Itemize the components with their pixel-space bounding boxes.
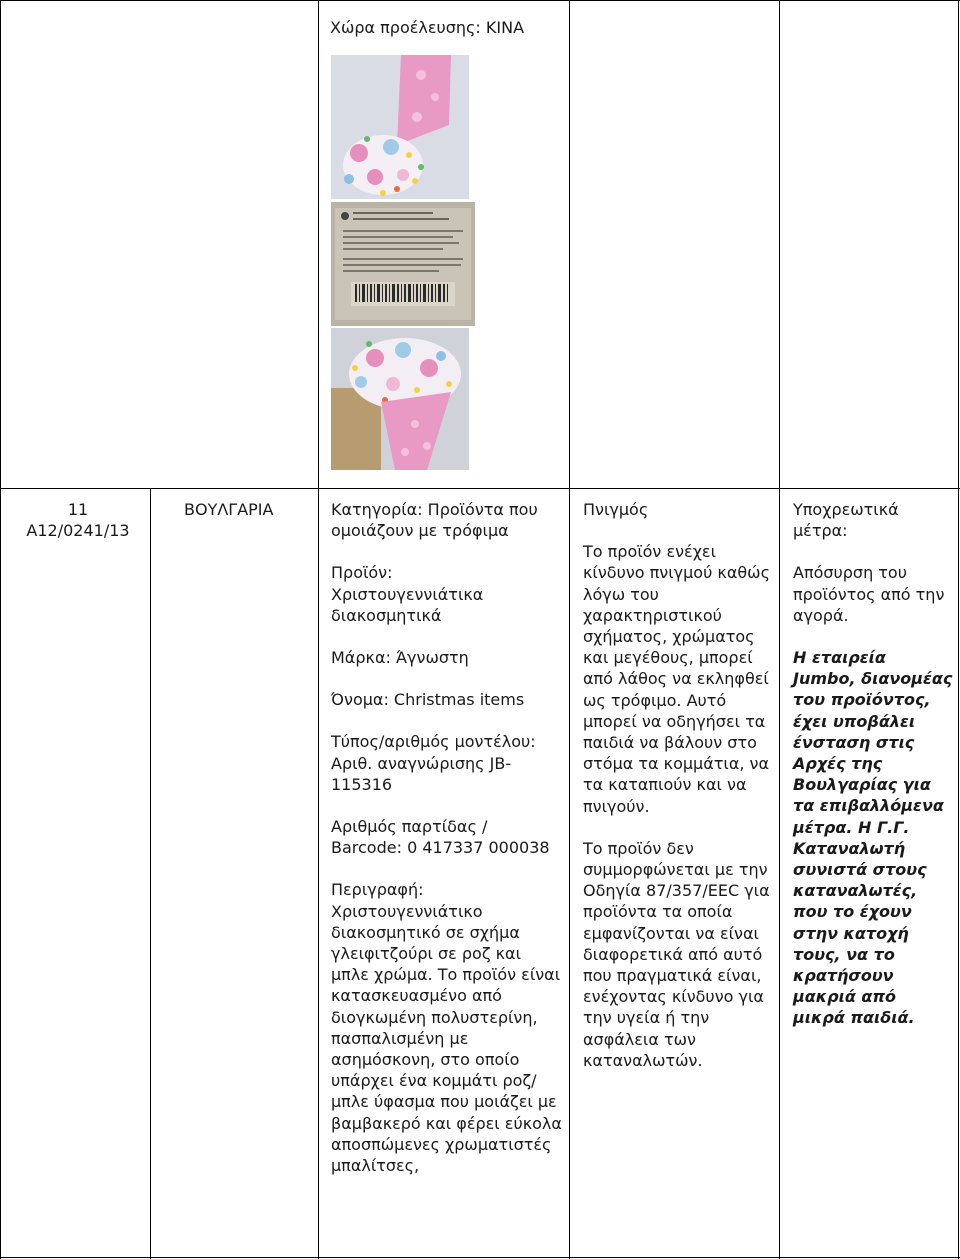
column-divider-3 xyxy=(318,0,319,1259)
product-photo-side xyxy=(331,328,469,470)
product-photo-front xyxy=(331,55,469,199)
risk-directive: Το προϊόν δεν συμμορφώνεται με την Οδηγία 87/357/ΕΕC για προϊόντα τα οποία εμφανίζονται να είναι διαφορετικά από αυτό που πραγματικά είναι, ενέχοντας κίνδυνο για την υγεία ή την ασφάλεια των καταναλωτών. xyxy=(583,838,770,1070)
measures-details xyxy=(793,499,953,1029)
table-border-left xyxy=(0,0,1,1259)
measures-label: Υποχρεωτικά μέτρα: xyxy=(793,500,899,541)
risk-type: Πνιγμός xyxy=(583,500,649,519)
product-category: Κατηγορία: Προϊόντα που ομοιάζουν με τρόφιμα xyxy=(331,500,538,541)
description-label: Περιγραφή: xyxy=(331,880,424,900)
row-number xyxy=(16,499,140,541)
product-item-name: Όνομα: Christmas items xyxy=(331,690,525,710)
table-border-bottom xyxy=(0,1257,960,1258)
product-label-photo xyxy=(331,202,475,326)
country-cell: ΒΟΥΛΓΑΡΙΑ xyxy=(184,500,274,519)
row-divider xyxy=(0,488,960,489)
column-divider-5 xyxy=(779,0,780,1259)
product-details xyxy=(331,499,563,1176)
measures-text: Απόσυρση του προϊόντος από την αγορά. xyxy=(793,563,945,625)
table-border-right xyxy=(958,0,959,1259)
row-reference: A12/0241/13 xyxy=(26,521,130,541)
column-divider-1 xyxy=(150,488,151,1259)
table-border-top-upper xyxy=(0,0,960,1)
product-model: Τύπος/αριθμός μοντέλου: Αριθ. αναγνώρισης JB-115316 xyxy=(331,732,536,794)
product-barcode: Αριθμός παρτίδας / Barcode: 0 417337 000038 xyxy=(331,817,550,858)
column-divider-4 xyxy=(569,0,570,1259)
product-brand: Μάρκα: Άγνωστη xyxy=(331,648,469,668)
product-description: Χριστουγεννιάτικο διακοσμητικό σε σχήμα γλειφιτζούρι σε ροζ και μπλε χρώμα. Το προϊόν είναι κατασκευασμένο από διογκωμένη πολυστερίνη, πασπαλισμένη με ασημόσκονη, στο οποίο υπάρχει ένα κομμάτι ροζ/μπλε ύφασμα που μοιάζει με βαμβακερό και φέρει εύκολα αποσπώμενες χρωματιστές μπαλίτσες, xyxy=(331,901,562,1176)
origin-country: Χώρα προέλευσης: ΚΙΝΑ xyxy=(330,18,525,37)
measures-note: Η εταιρεία Jumbo, διανομέας του προϊόντος, έχει υποβάλει ένσταση στις Αρχές της Βουλγαρίας για τα επιβαλλόμενα μέτρα. Η Γ.Γ. Καταναλωτή συνιστά στους καταναλωτές, που το έχουν στην κατοχή τους, να το κρατήσουν μακριά από μικρά παιδιά. xyxy=(793,648,953,1028)
risk-description: Το προϊόν ενέχει κίνδυνο πνιγμού καθώς λόγω του χαρακτηριστικού σχήματος, χρώματος και μεγέθους, μπορεί από λάθος να εκληφθεί ως τρόφιμο. Αυτό μπορεί να οδηγήσει τα παιδιά να βάλουν στο στόμα τα κομμάτια, να τα καταπιούν και να πνιγούν. xyxy=(583,542,770,816)
risk-details xyxy=(583,499,773,1071)
product-label: Προϊόν: xyxy=(331,563,393,583)
row-index: 11 xyxy=(67,500,89,519)
product-name: Χριστουγεννιάτικα διακοσμητικά xyxy=(331,584,484,625)
